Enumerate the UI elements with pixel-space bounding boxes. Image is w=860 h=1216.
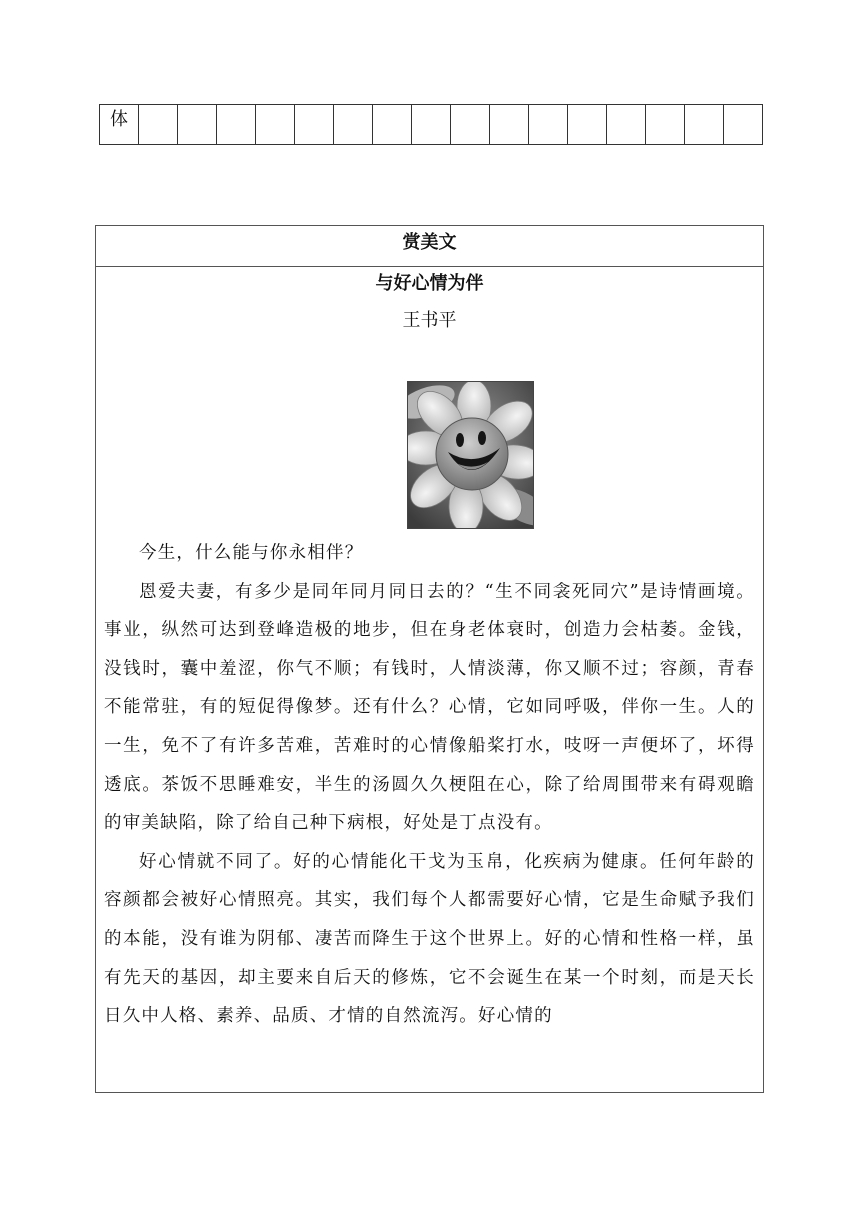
grid-cell xyxy=(685,105,724,145)
grid-cell xyxy=(256,105,295,145)
grid-cell xyxy=(490,105,529,145)
grid-cell-first: 体 xyxy=(100,105,139,145)
grid-cell xyxy=(334,105,373,145)
article-box xyxy=(95,225,764,1093)
grid-row xyxy=(100,105,763,145)
paragraph: 好心情就不同了。好的心情能化干戈为玉帛，化疾病为健康。任何年龄的容颜都会被好心情照亮。其实，我们每个人都需要好心情，它是生命赋予我们的本能，没有谁为阴郁、凄苦而降生于这个世界上。好的心情和性格一样，虽有先天的基因，却主要来自后天的修炼，它不会诞生在某一个时刻，而是天长日久中人格、素养、品质、才情的自然流泻。好心情的 xyxy=(104,851,755,1027)
grid-cell xyxy=(724,105,763,145)
grid-cell xyxy=(451,105,490,145)
article-body xyxy=(104,534,755,1036)
grid-cell xyxy=(529,105,568,145)
paragraph: 恩爱夫妻，有多少是同年同月同日去的？“生不同衾死同穴”是诗情画境。事业，纵然可达到登峰造极的地步，但在身老体衰时，创造力会枯萎。金钱，没钱时，囊中羞涩，你气不顺；有钱时，人情淡薄，你又顺不过；容颜，青春不能常驻，有的短促得像梦。还有什么？心情，它如同呼吸，伴你一生。人的一生，免不了有许多苦难，苦难时的心情像船桨打水，吱呀一声便坏了，坏得透底。茶饭不思睡难安，半生的汤圆久久梗阻在心，除了给周围带来有碍观瞻的审美缺陷，除了给自己种下病根，好处是丁点没有。 xyxy=(104,581,755,834)
article-author: 王书平 xyxy=(402,310,457,331)
grid-cell xyxy=(607,105,646,145)
grid-cell xyxy=(568,105,607,145)
article-title: 与好心情为伴 xyxy=(375,273,484,294)
grid-cell xyxy=(217,105,256,145)
grid-cell xyxy=(178,105,217,145)
writing-grid-row xyxy=(99,104,763,145)
grid-cell xyxy=(646,105,685,145)
paragraph: 今生，什么能与你永相伴？ xyxy=(139,543,364,563)
grid-cell xyxy=(373,105,412,145)
smiling-flower-image xyxy=(407,381,534,529)
grid-cell xyxy=(412,105,451,145)
grid-cell xyxy=(295,105,334,145)
section-header: 赏美文 xyxy=(96,226,763,267)
grid-cell xyxy=(139,105,178,145)
smiling-flower-icon xyxy=(408,382,534,529)
